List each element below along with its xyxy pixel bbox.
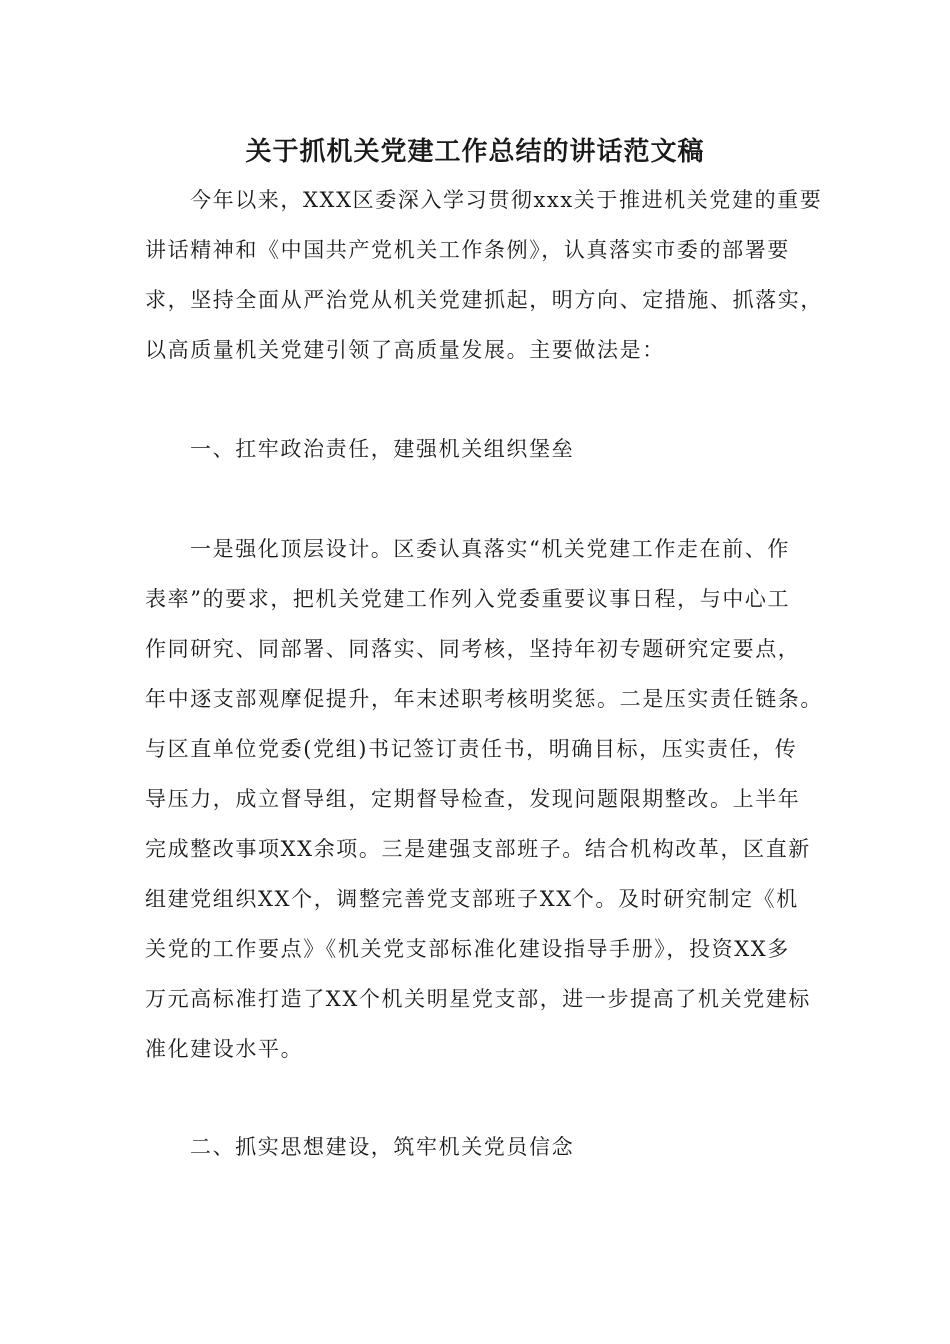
paragraph-line: 作同研究、同部署、同落实、同考核，坚持年初专题研究定要点， — [145, 637, 801, 661]
paragraph-line: 关党的工作要点》《机关党支部标准化建设指导手册》，投资XX多 — [145, 937, 790, 961]
intro-line: 今年以来，XXX区委深入学习贯彻xxx关于推进机关党建的重要 — [190, 188, 823, 212]
paragraph-line: 准化建设水平。 — [145, 1037, 304, 1061]
paragraph-line: 导压力，成立督导组，定期督导检查，发现问题限期整改。上半年 — [145, 787, 801, 811]
intro-line: 以高质量机关党建引领了高质量发展。主要做法是： — [145, 338, 665, 362]
paragraph-line: 与区直单位党委(党组)书记签订责任书，明确目标，压实责任，传 — [145, 737, 798, 761]
section-heading: 二、抓实思想建设，筑牢机关党员信念 — [190, 1135, 575, 1159]
paragraph-line: 年中逐支部观摩促提升，年末述职考核明奖惩。二是压实责任链条。 — [145, 687, 823, 711]
paragraph-line: 一是强化顶层设计。区委认真落实“机关党建工作走在前、作 — [190, 537, 790, 561]
paragraph-line: 万元高标准打造了XX个机关明星党支部，进一步提高了机关党建标 — [145, 987, 811, 1011]
section-heading: 一、扛牢政治责任，建强机关组织堡垒 — [190, 437, 575, 461]
paragraph-line: 组建党组织XX个，调整完善党支部班子XX个。及时研究制定《机 — [145, 887, 799, 911]
document-title: 关于抓机关党建工作总结的讲话范文稿 — [245, 137, 705, 167]
intro-line: 求，坚持全面从严治党从机关党建抓起，明方向、定措施、抓落实， — [145, 288, 823, 312]
paragraph-line: 表率”的要求，把机关党建工作列入党委重要议事日程，与中心工 — [145, 587, 791, 611]
paragraph-line: 完成整改事项XX余项。三是建强支部班子。结合机构改革，区直新 — [145, 837, 811, 861]
intro-line: 讲话精神和《中国共产党机关工作条例》，认真落实市委的部署要 — [145, 238, 790, 262]
